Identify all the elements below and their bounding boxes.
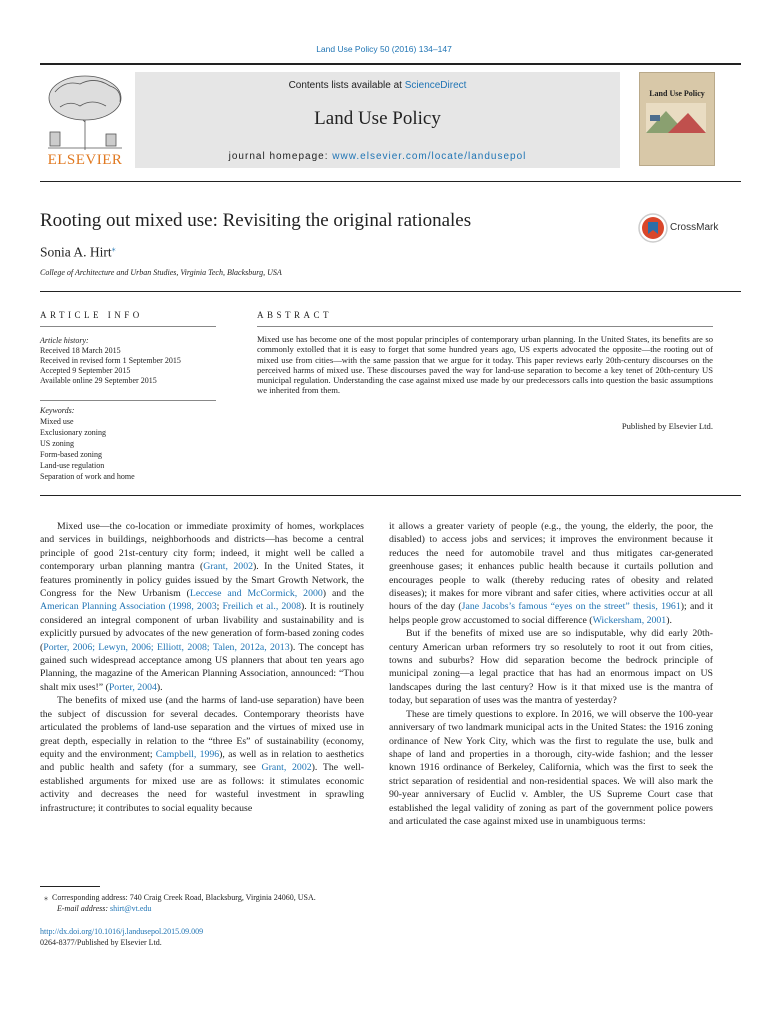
citation-link[interactable]: Grant, 2002 xyxy=(261,762,312,774)
abstract-end-rule xyxy=(40,495,741,496)
cover-image-icon xyxy=(646,103,706,133)
email-link[interactable]: shirt@vt.edu xyxy=(110,904,152,913)
citation-link[interactable]: Porter, 2006; Lewyn, 2006; Elliott, 2008; Talen, 2012a, 2013 xyxy=(43,641,290,653)
keyword-item: Exclusionary zoning xyxy=(40,428,106,437)
body-column-right xyxy=(389,520,713,828)
footnote xyxy=(40,892,370,914)
article-title: Rooting out mixed use: Revisiting the original rationales xyxy=(40,210,472,231)
keywords-rule xyxy=(40,400,216,401)
keywords xyxy=(40,405,230,482)
crossmark-icon xyxy=(638,213,668,243)
header-rule xyxy=(40,63,741,65)
body-paragraph: But if the benefits of mixed use are so indisputable, why did early 20th-century American urban reformers try so resolutely to root it out from cities, towns and suburbs? How did separation become the bedrock principle of municipal zoning—a legal practice that has had an enormous impact on US landscapes during the last century? How is it that mixed use is the mantra of today, but separation of uses was the mantra of yesterday? xyxy=(389,628,713,707)
cover-title: Land Use Policy xyxy=(649,89,705,98)
journal-citation[interactable]: Land Use Policy 50 (2016) 134–147 xyxy=(316,44,452,54)
elsevier-logo xyxy=(40,72,130,168)
history-item: Received 18 March 2015 xyxy=(40,346,121,355)
author-affiliation: College of Architecture and Urban Studies, Virginia Tech, Blacksburg, USA xyxy=(40,268,282,277)
author-text: Sonia A. Hirt xyxy=(40,244,112,260)
body-paragraph: it allows a greater variety of people (e.g., the young, the elderly, the poor, the disabled) to access jobs and services; it improves the environment because it reduces the need for automobile travel and thus mitigates car-generated greenhouse gases; it enhances public health because it curtails pollution and encourages people to walk (thereby reducing rates of obesity and related diseases); it makes for more vibrant and safer cities, where activities occur at all hours of the day (Jane Jacobs’s famous “eyes on the street” thesis, 1961); and it helps people grow accustomed to social difference (Wickersham, 2001). xyxy=(389,521,713,626)
citation-link[interactable]: Wickersham, 2001 xyxy=(592,614,667,626)
article-info-heading: ARTICLE INFO xyxy=(40,310,143,320)
history-item: Received in revised form 1 September 2015 xyxy=(40,356,181,365)
citation-link[interactable]: Campbell, 1996 xyxy=(155,748,220,760)
journal-title: Land Use Policy xyxy=(314,108,441,129)
author-footnote-mark[interactable]: ⁎ xyxy=(111,244,116,253)
banner-rule xyxy=(40,181,741,182)
body-paragraph: Mixed use—the co-location or immediate proximity of homes, workplaces and services in buildings, neighborhoods and districts—has become a central principle of good 21st-century city form; indeed, it might well be called a contemporary urban planning mantra (Grant, 2002). In the United States, it features prominently in policy guides issued by the Smart Growth Network, the Congress for the New Urbanism (Leccese and McCormick, 2000) and the American Planning Association (1998, 2003; Freilich et al., 2008). It is routinely considered an integral component of urban livability and sustainability and is explicitly pursued by advocates of the new generation of form-based zoning codes (Porter, 2006; Lewyn, 2006; Elliott, 2008; Talen, 2012a, 2013). The concept has gained such widespread acceptance among US planners that about ten years ago Planning, the magazine of the American Planning Association, announced: “Thou shalt mix uses!” (Porter, 2004). xyxy=(40,521,365,693)
contents-prefix: Contents lists available at xyxy=(288,80,405,91)
contents-line xyxy=(135,80,620,91)
journal-homepage xyxy=(135,151,620,162)
crossmark-label: CrossMark xyxy=(670,222,719,233)
abstract-heading-rule xyxy=(257,326,713,327)
article-history xyxy=(40,336,230,386)
body-paragraph: These are timely questions to explore. In 2016, we will observe the 100-year anniversary of two landmark municipal acts in the United States: the 1916 zoning ordinance of New York City, which was the first to regulate the use, bulk and shape of land and properties in a thorough, city-wide fashion; and the lesser known 1916 ordinance of Berkeley, California, which was the first to seek the strict separation of residential and non-residential spaces. We will also mark the 90-year anniversary of Euclid v. Ambler, the US Supreme Court case that established the legal validity of zoning as part of the government police powers and articulated the case against mixed use in unambiguous terms: xyxy=(389,708,713,827)
footnote-rule xyxy=(40,886,100,887)
author-name xyxy=(40,244,116,261)
journal-cover[interactable] xyxy=(639,72,715,166)
abstract-text: Mixed use has become one of the most popular principles of contemporary urban planning. In the United States, its benefits are so commonly extolled that it is easy to forget that some hundred years ago, US experts advocated the opposite—the rooting out of mixed use from cities—with the same passion that we argue for it today. This paper reviews early 20th-century discourses on the perceived harms of mixed use. These discourses paved the way for land-use separation to become a key tenet of 20th-century US municipal regulation. Understanding the case against mixed use made by our predecessors calls into question the basic assumptions we inherited from them. xyxy=(257,334,713,396)
citation-link[interactable]: Jane Jacobs’s famous “eyes on the street” thesis, 1961 xyxy=(461,601,681,613)
doi-block xyxy=(40,926,370,948)
citation-link[interactable]: Porter, 2004 xyxy=(108,681,157,693)
sciencedirect-link[interactable]: ScienceDirect xyxy=(404,80,467,91)
footnote-email: E-mail address: shirt@vt.edu xyxy=(57,904,152,913)
homepage-link[interactable]: www.elsevier.com/locate/landusepol xyxy=(332,151,527,162)
homepage-prefix: journal homepage: xyxy=(228,151,333,162)
elsevier-wordmark: ELSEVIER xyxy=(47,152,123,168)
history-label: Article history: xyxy=(40,336,89,345)
body-column-left xyxy=(40,520,364,815)
history-item: Available online 29 September 2015 xyxy=(40,376,157,385)
info-heading-rule xyxy=(40,326,216,327)
citation-link[interactable]: Grant, 2002 xyxy=(203,561,254,573)
abstract-publisher-note: Published by Elsevier Ltd. xyxy=(621,421,713,431)
history-item: Accepted 9 September 2015 xyxy=(40,366,131,375)
keyword-item: Mixed use xyxy=(40,417,74,426)
keyword-item: Separation of work and home xyxy=(40,472,135,481)
doi-link[interactable]: http://dx.doi.org/10.1016/j.landusepol.2015.09.009 xyxy=(40,927,204,936)
citation-link[interactable]: American Planning Association (1998, 2003 xyxy=(40,601,217,613)
elsevier-tree-icon xyxy=(40,72,130,152)
citation-link[interactable]: Leccese and McCormick, 2000 xyxy=(189,588,323,600)
citation-link[interactable]: Freilich et al., 2008 xyxy=(222,601,301,613)
body-paragraph: The benefits of mixed use (and the harms of land-use separation) have been the subject of discussion for several decades. Contemporary theorists have articulated the problems of land-use separation and the virtues of mixed use in great depth, especially in relation to the “three Es” of sustainability (economy, equity and the environment; Campbell, 1996), as well as in relation to aesthetics and public health and safety (for a summary, see Grant, 2002). The well-established arguments for mixed use are as follows: it stimulates economic activity and decreases the need for wasteful investment in sprawling infrastructure; it contributes to social equality because xyxy=(40,695,365,814)
issn-line: 0264-8377/Published by Elsevier Ltd. xyxy=(40,938,162,947)
keywords-label: Keywords: xyxy=(40,406,75,415)
keyword-item: Form-based zoning xyxy=(40,450,102,459)
footnote-address: ⁎ Corresponding address: 740 Craig Creek Road, Blacksburg, Virginia 24060, USA. xyxy=(44,893,316,902)
abstract-heading: ABSTRACT xyxy=(257,310,333,320)
keyword-item: US zoning xyxy=(40,439,74,448)
keyword-item: Land-use regulation xyxy=(40,461,105,470)
crossmark-badge[interactable] xyxy=(638,212,718,244)
info-rule xyxy=(40,291,741,292)
